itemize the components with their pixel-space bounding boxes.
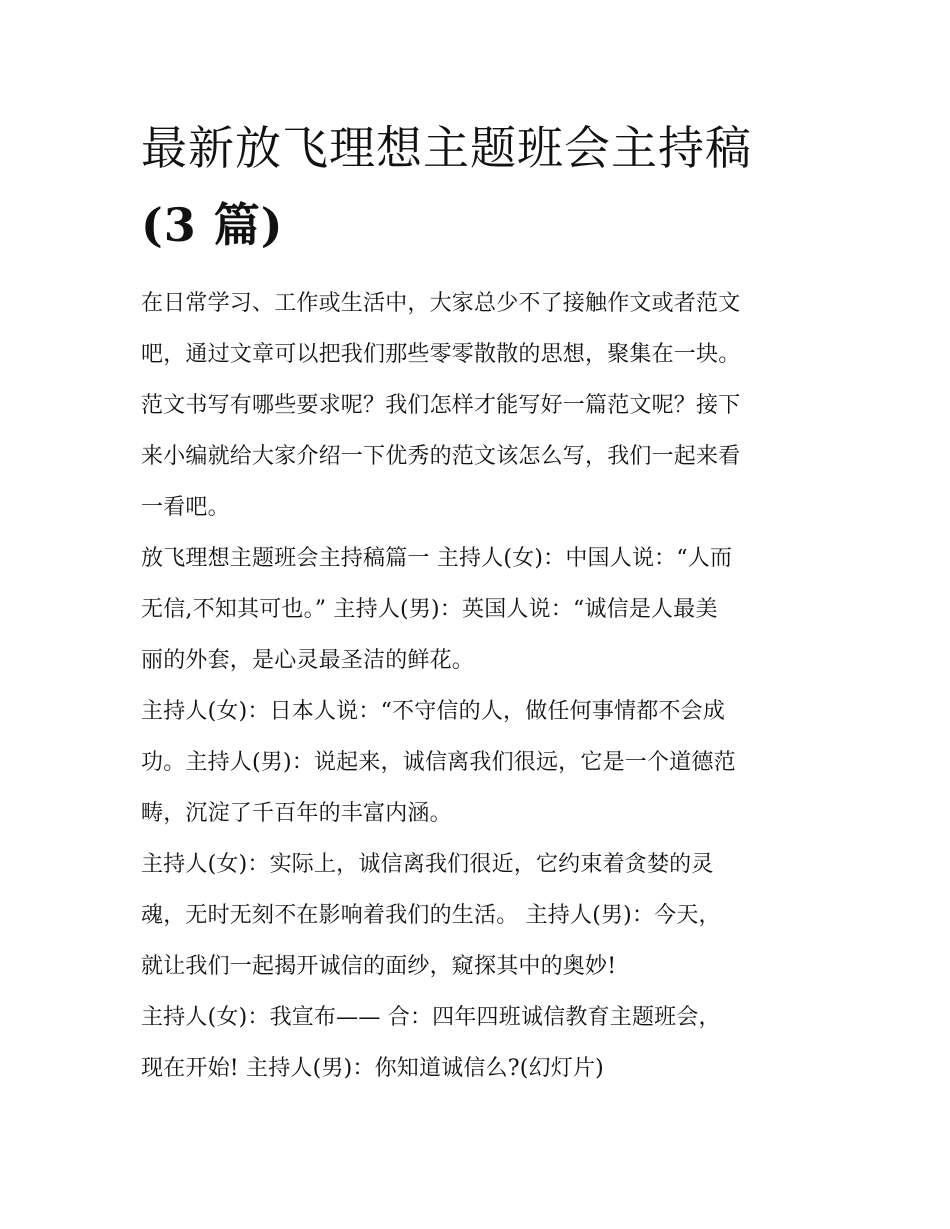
document-title — [141, 110, 821, 264]
document-body — [141, 110, 821, 1094]
paragraph-line: 主持人(女)：实际上，诚信离我们很近，它约束着贪婪的灵 — [141, 852, 714, 877]
paragraph-line: 就让我们一起揭开诚信的面纱，窥探其中的奥妙! — [141, 954, 617, 979]
title-spacer — [141, 264, 821, 278]
paragraph-line: 放飞理想主题班会主持稿篇一 主持人(女)：中国人说：“人而 — [141, 546, 733, 571]
paragraph-line: 主持人(女)：我宣布—— 合：四年四班诚信教育主题班会， — [141, 1005, 721, 1030]
paragraph-2 — [141, 686, 821, 839]
title-line-2: (3 篇) — [141, 198, 284, 252]
paragraph-line: 吧，通过文章可以把我们那些零零散散的思想，聚集在一块。 — [141, 342, 741, 367]
paragraph-line: 来小编就给大家介绍一下优秀的范文该怎么写，我们一起来看 — [141, 444, 741, 469]
paragraph-3 — [141, 839, 821, 992]
paragraph-line: 一看吧。 — [141, 495, 230, 520]
paragraph-intro — [141, 278, 821, 533]
paragraph-4 — [141, 992, 821, 1094]
title-line-1: 最新放飞理想主题班会主持稿 — [141, 121, 752, 175]
paragraph-line: 畴，沉淀了千百年的丰富内涵。 — [141, 801, 452, 826]
paragraph-line: 无信,不知其可也。” 主持人(男)：英国人说：“诚信是人最美 — [141, 597, 718, 622]
paragraph-line: 丽的外套，是心灵最圣洁的鲜花。 — [141, 648, 475, 673]
paragraph-line: 范文书写有哪些要求呢？我们怎样才能写好一篇范文呢？接下 — [141, 393, 741, 418]
paragraph-line: 魂，无时无刻不在影响着我们的生活。 主持人(男)：今天， — [141, 903, 721, 928]
paragraph-line: 功。主持人(男)：说起来，诚信离我们很远，它是一个道德范 — [141, 750, 736, 775]
paragraph-line: 主持人(女)：日本人说：“不守信的人，做任何事情都不会成 — [141, 699, 726, 724]
paragraph-1 — [141, 533, 821, 686]
paragraph-line: 在日常学习、工作或生活中，大家总少不了接触作文或者范文 — [141, 291, 741, 316]
paragraph-line: 现在开始! 主持人(男)：你知道诚信么?(幻灯片) — [141, 1056, 604, 1081]
